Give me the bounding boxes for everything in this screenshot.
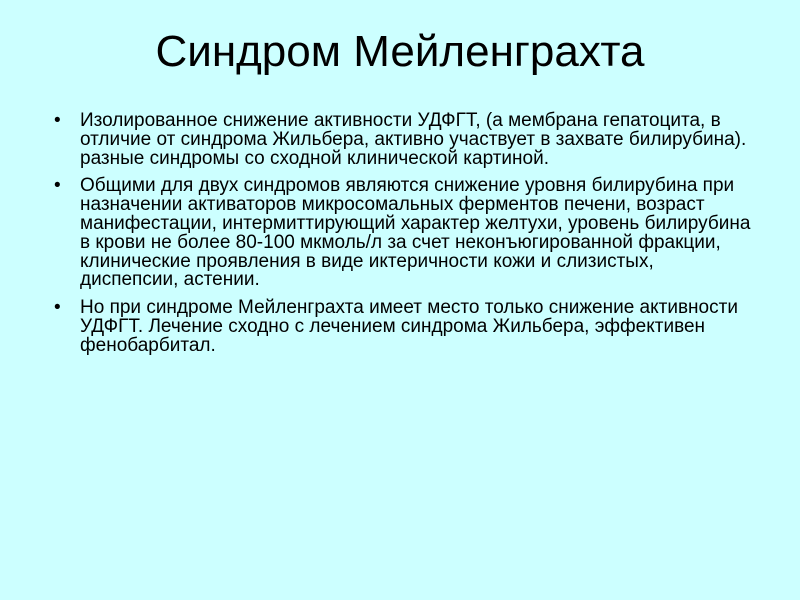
bullet-text: Изолированное снижение активности УДФГТ, (а мембрана гепатоцита, в отличие от синдрома Жильбера, активно участвует в захвате билирубина). разные синдромы со сходной клинической картиной. <box>80 110 747 169</box>
bullet-item <box>54 112 754 168</box>
bullet-marker: • <box>54 175 61 197</box>
bullet-item <box>54 299 754 355</box>
bullet-list <box>54 112 754 365</box>
bullet-text: Общими для двух синдромов являются снижение уровня билирубина при назначении активаторов микросомальных ферментов печени, возраст манифестации, интермиттирующий характер желтухи, уровень билирубина в крови не более 80-100 мкмоль/л за счет неконъюгированной фракции, клинические проявления в виде иктеричности кожи и слизистых, диспепсии, астении. <box>80 175 751 291</box>
bullet-marker: • <box>54 297 61 319</box>
bullet-marker: • <box>54 110 61 131</box>
bullet-item <box>54 177 754 290</box>
slide-title: Синдром Мейленграхта <box>155 27 645 76</box>
bullet-text: Но при синдроме Мейленграхта имеет место только снижение активности УДФГТ. Лечение сходно с лечением синдрома Жильбера, эффективен фенобарбитал. <box>80 297 738 356</box>
